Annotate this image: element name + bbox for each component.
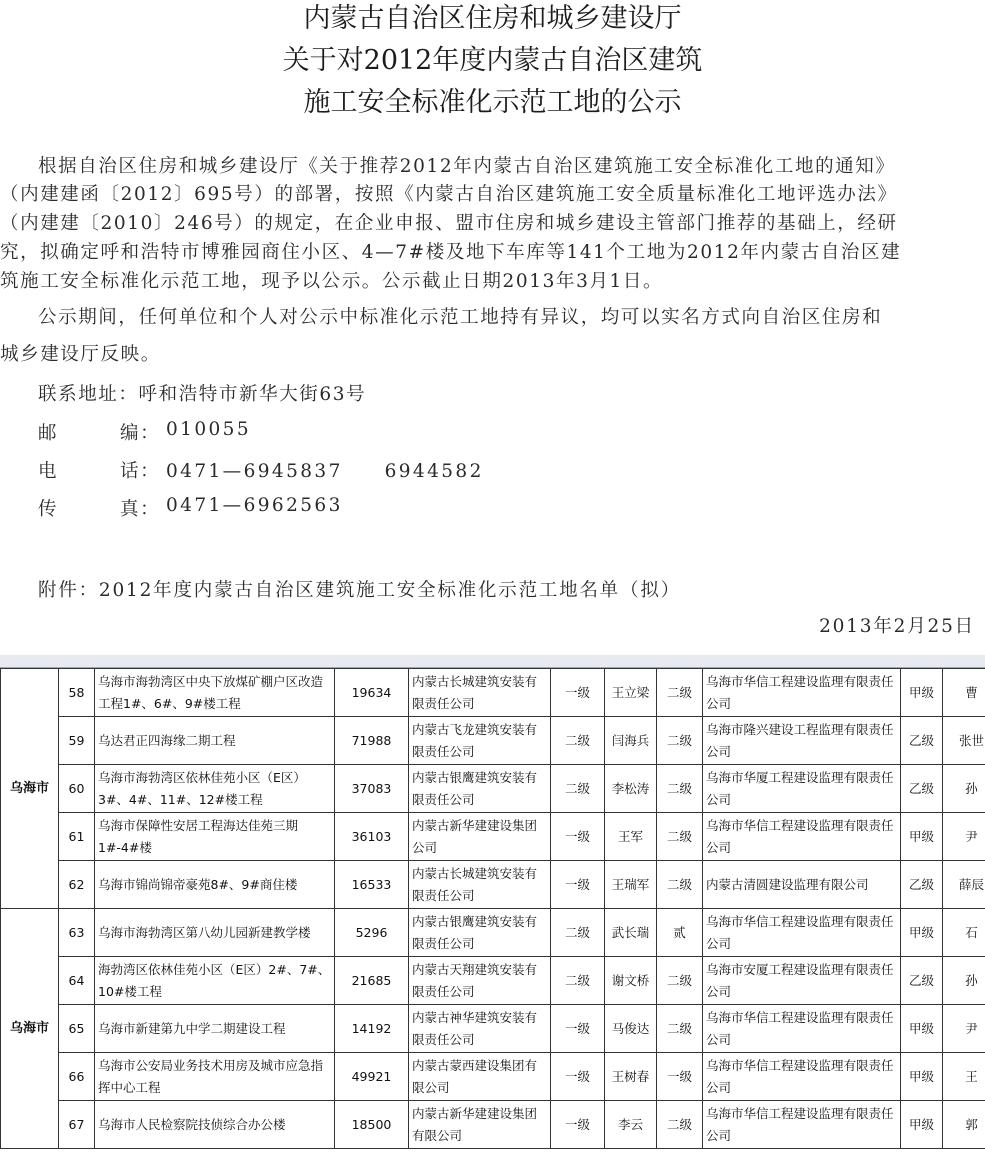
- company-grade: 一级: [551, 813, 605, 861]
- doc-title-line-2: 关于对2012年度内蒙古自治区建筑: [282, 45, 703, 76]
- site-list-table-image: [0, 655, 985, 1152]
- manager-grade: 二级: [657, 957, 703, 1005]
- chief-supervisor: 孙: [943, 957, 985, 1005]
- chief-supervisor: 曹: [943, 669, 985, 717]
- fax-label: 传: [38, 499, 59, 520]
- project-manager: 闫海兵: [605, 717, 657, 765]
- table-row: [1, 1101, 985, 1149]
- supervision-company: 乌海市华厦工程建设监理有限责任公司: [703, 765, 901, 813]
- chief-supervisor: 张世: [943, 717, 985, 765]
- row-number: 61: [59, 813, 95, 861]
- table-row: [1, 765, 985, 813]
- table-row: [1, 669, 985, 717]
- row-number: 66: [59, 1053, 95, 1101]
- project-manager: 王树春: [605, 1053, 657, 1101]
- company-grade: 一级: [551, 669, 605, 717]
- supervision-grade: 甲级: [901, 909, 943, 957]
- supervision-grade: 乙级: [901, 861, 943, 909]
- p1-line: （内建建〔2010〕246号）的规定，在企业申报、盟市住房和城乡建设主管部门推荐的基础上，经研: [0, 213, 898, 234]
- construction-company: 内蒙古银鹰建筑安装有限责任公司: [409, 909, 551, 957]
- project-manager: 王军: [605, 813, 657, 861]
- supervision-grade: 乙级: [901, 765, 943, 813]
- construction-company: 内蒙古飞龙建筑安装有限责任公司: [409, 717, 551, 765]
- doc-date: 2013年2月25日: [819, 616, 975, 637]
- construction-company: 内蒙古新华建建设集团公司: [409, 813, 551, 861]
- manager-grade: 二级: [657, 813, 703, 861]
- building-area: 18500: [335, 1101, 409, 1149]
- table-row: [1, 717, 985, 765]
- construction-company: 内蒙古银鹰建筑安装有限责任公司: [409, 765, 551, 813]
- construction-company: 内蒙古蒙西建设集团有限公司: [409, 1053, 551, 1101]
- project-name: 乌海市新建第九中学二期建设工程: [95, 1005, 335, 1053]
- site-list-table: [0, 668, 985, 1149]
- table-row: [1, 1053, 985, 1101]
- row-number: 62: [59, 861, 95, 909]
- city-cell: 乌海市: [1, 669, 59, 909]
- table-row: [1, 861, 985, 909]
- doc-title-line-3: 施工安全标准化示范工地的公示: [303, 87, 682, 118]
- manager-grade: 一级: [657, 1053, 703, 1101]
- table-row: [1, 1005, 985, 1053]
- table-row: [1, 813, 985, 861]
- zip-label-2: 编：: [120, 423, 161, 444]
- project-manager: 马俊达: [605, 1005, 657, 1053]
- chief-supervisor: 郭: [943, 1101, 985, 1149]
- project-name: 乌海市海勃湾区中央下放煤矿棚户区改造工程1#、6#、9#楼工程: [95, 669, 335, 717]
- row-number: 63: [59, 909, 95, 957]
- tel-value: 0471—6945837 6944582: [166, 461, 484, 482]
- tel-label-2: 话：: [120, 461, 161, 482]
- chief-supervisor: 尹: [943, 1005, 985, 1053]
- chief-supervisor: 王: [943, 1053, 985, 1101]
- row-number: 59: [59, 717, 95, 765]
- zip-label: 邮: [38, 423, 59, 444]
- company-grade: 二级: [551, 765, 605, 813]
- construction-company: 内蒙古神华建筑安装有限责任公司: [409, 1005, 551, 1053]
- building-area: 49921: [335, 1053, 409, 1101]
- doc-title-line-1: 内蒙古自治区住房和城乡建设厅: [303, 3, 682, 34]
- company-grade: 一级: [551, 861, 605, 909]
- chief-supervisor: 石: [943, 909, 985, 957]
- row-number: 60: [59, 765, 95, 813]
- manager-grade: 二级: [657, 717, 703, 765]
- project-name: 乌海市人民检察院技侦综合办公楼: [95, 1101, 335, 1149]
- project-manager: 李云: [605, 1101, 657, 1149]
- city-cell: 乌海市: [1, 909, 59, 1149]
- manager-grade: 二级: [657, 765, 703, 813]
- row-number: 65: [59, 1005, 95, 1053]
- company-grade: 一级: [551, 1053, 605, 1101]
- tel-label: 电: [38, 461, 59, 482]
- fax-label-2: 真：: [120, 499, 161, 520]
- construction-company: 内蒙古新华建建设集团有限公司: [409, 1101, 551, 1149]
- supervision-grade: 甲级: [901, 813, 943, 861]
- project-name: 乌海市海勃湾区第八幼儿园新建教学楼: [95, 909, 335, 957]
- company-grade: 一级: [551, 1005, 605, 1053]
- contact-address: 联系地址：呼和浩特市新华大街63号: [38, 384, 367, 405]
- project-name: 乌海市保障性安居工程海达佳苑三期1#-4#楼: [95, 813, 335, 861]
- p1-line: 筑施工安全标准化示范工地，现予以公示。公示截止日期2013年3月1日。: [0, 271, 664, 292]
- building-area: 16533: [335, 861, 409, 909]
- chief-supervisor: 尹: [943, 813, 985, 861]
- project-name: 海勃湾区依林佳苑小区（E区）2#、7#、10#楼工程: [95, 957, 335, 1005]
- chief-supervisor: 孙: [943, 765, 985, 813]
- supervision-grade: 甲级: [901, 669, 943, 717]
- table-row: [1, 909, 985, 957]
- p2-line: 城乡建设厅反映。: [0, 344, 161, 365]
- chief-supervisor: 薛辰: [943, 861, 985, 909]
- company-grade: 二级: [551, 957, 605, 1005]
- supervision-company: 乌海市华信工程建设监理有限责任公司: [703, 1101, 901, 1149]
- project-manager: 李松涛: [605, 765, 657, 813]
- manager-grade: 二级: [657, 861, 703, 909]
- supervision-grade: 甲级: [901, 1101, 943, 1149]
- building-area: 71988: [335, 717, 409, 765]
- project-name: 乌达君正四海缘二期工程: [95, 717, 335, 765]
- fax-value: 0471—6962563: [166, 495, 343, 516]
- supervision-company: 乌海市华信工程建设监理有限责任公司: [703, 1005, 901, 1053]
- supervision-company: 乌海市隆兴建设工程监理有限责任公司: [703, 717, 901, 765]
- supervision-grade: 甲级: [901, 1005, 943, 1053]
- table-top-strip: [0, 655, 985, 668]
- construction-company: 内蒙古长城建筑安装有限责任公司: [409, 669, 551, 717]
- supervision-company: 乌海市华信工程建设监理有限责任公司: [703, 1053, 901, 1101]
- supervision-grade: 甲级: [901, 1053, 943, 1101]
- building-area: 37083: [335, 765, 409, 813]
- row-number: 67: [59, 1101, 95, 1149]
- p1-line: 根据自治区住房和城乡建设厅《关于推荐2012年内蒙古自治区建筑施工安全标准化工地的通知》: [38, 156, 896, 177]
- building-area: 5296: [335, 909, 409, 957]
- zip-value: 010055: [166, 419, 252, 440]
- manager-grade: 二级: [657, 669, 703, 717]
- project-name: 乌海市锦尚锦帝豪苑8#、9#商住楼: [95, 861, 335, 909]
- p1-line: （内建建函〔2012〕695号）的部署，按照《内蒙古自治区建筑施工安全质量标准化工地评选办法》: [0, 184, 898, 205]
- row-number: 64: [59, 957, 95, 1005]
- manager-grade: 二级: [657, 1101, 703, 1149]
- company-grade: 二级: [551, 909, 605, 957]
- project-manager: 王立梁: [605, 669, 657, 717]
- attachment-note: 附件：2012年度内蒙古自治区建筑施工安全标准化示范工地名单（拟）: [38, 580, 681, 601]
- supervision-grade: 乙级: [901, 717, 943, 765]
- supervision-company: 乌海市安厦工程建设监理有限责任公司: [703, 957, 901, 1005]
- supervision-company: 乌海市华信工程建设监理有限责任公司: [703, 909, 901, 957]
- building-area: 21685: [335, 957, 409, 1005]
- project-name: 乌海市公安局业务技术用房及城市应急指挥中心工程: [95, 1053, 335, 1101]
- supervision-grade: 乙级: [901, 957, 943, 1005]
- manager-grade: 贰: [657, 909, 703, 957]
- construction-company: 内蒙古长城建筑安装有限责任公司: [409, 861, 551, 909]
- construction-company: 内蒙古天翔建筑安装有限责任公司: [409, 957, 551, 1005]
- supervision-company: 乌海市华信工程建设监理有限责任公司: [703, 669, 901, 717]
- p2-line: 公示期间，任何单位和个人对公示中标准化示范工地持有异议，均可以实名方式向自治区住房和: [38, 307, 883, 328]
- table-row: [1, 957, 985, 1005]
- project-name: 乌海市海勃湾区依林佳苑小区（E区）3#、4#、11#、12#楼工程: [95, 765, 335, 813]
- building-area: 36103: [335, 813, 409, 861]
- project-manager: 王瑞军: [605, 861, 657, 909]
- supervision-company: 乌海市华信工程建设监理有限责任公司: [703, 813, 901, 861]
- building-area: 19634: [335, 669, 409, 717]
- supervision-company: 内蒙古清圆建设监理有限公司: [703, 861, 901, 909]
- company-grade: 一级: [551, 1101, 605, 1149]
- company-grade: 二级: [551, 717, 605, 765]
- p1-line: 究，拟确定呼和浩特市博雅园商住小区、4—7#楼及地下车库等141个工地为2012年内蒙古自治区建: [0, 242, 902, 263]
- row-number: 58: [59, 669, 95, 717]
- manager-grade: 二级: [657, 1005, 703, 1053]
- building-area: 14192: [335, 1005, 409, 1053]
- project-manager: 谢文桥: [605, 957, 657, 1005]
- project-manager: 武长瑞: [605, 909, 657, 957]
